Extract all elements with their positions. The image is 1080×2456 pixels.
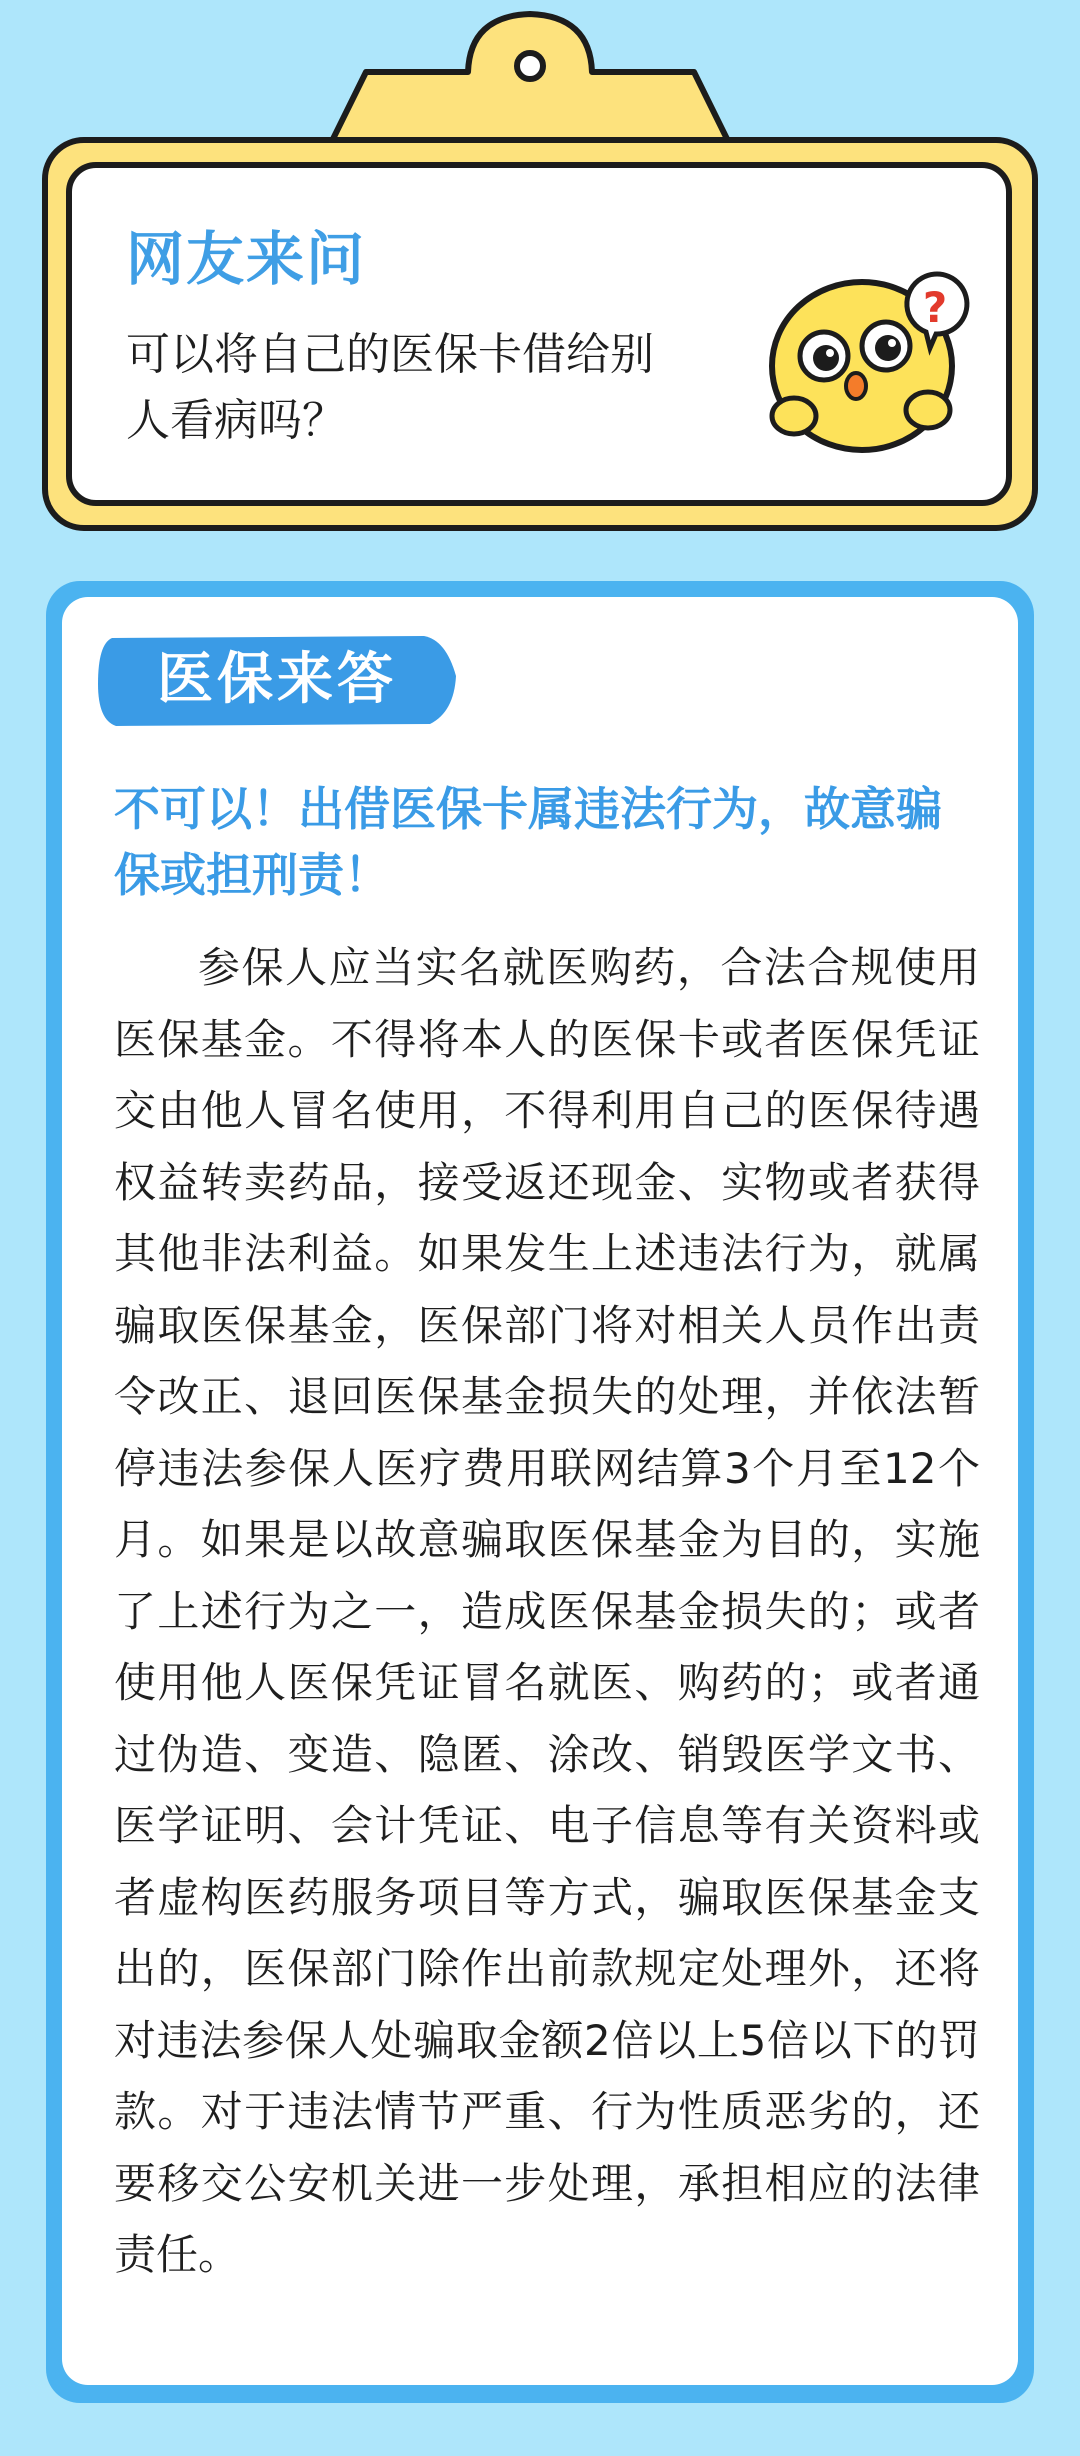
answer-body: 参保人应当实名就医购药，合法合规使用医保基金。不得将本人的医保卡或者医保凭证交由他人冒名使用，不得利用自己的医保待遇权益转卖药品，接受返还现金、实物或者获得其他非法利益。如果发生上述违法行为，就属骗取医保基金，医保部门将对相关人员作出责令改正、退回医保基金损失的处理，并依法暂停违法参保人医疗费用联网结算3个月至12个月。如果是以故意骗取医保基金为目的，实施了上述行为之一，造成医保基金损失的；或者使用他人医保凭证冒名就医、购药的；或者通过伪造、变造、隐匿、涂改、销毁医学文书、医学证明、会计凭证、电子信息等有关资料或者虚构医药服务项目等方式，骗取医保基金支出的，医保部门除作出前款规定处理外，还将对违法参保人处骗取金额2倍以上5倍以下的罚款。对于违法情节严重、行为性质恶劣的，还要移交公安机关进一步处理，承担相应的法律责任。 [114, 943, 980, 2279]
answer-tag-label: 医保来答 [157, 647, 397, 712]
answer-headline: 不可以！出借医保卡属违法行为，故意骗保或担刑责！ [114, 782, 942, 902]
question-mark-symbol: ? [922, 283, 948, 332]
question-title: 网友来问 [126, 225, 367, 293]
question-text: 可以将自己的医保卡借给别人看病吗？ [126, 329, 654, 446]
question-mark-chick-icon [762, 250, 982, 470]
